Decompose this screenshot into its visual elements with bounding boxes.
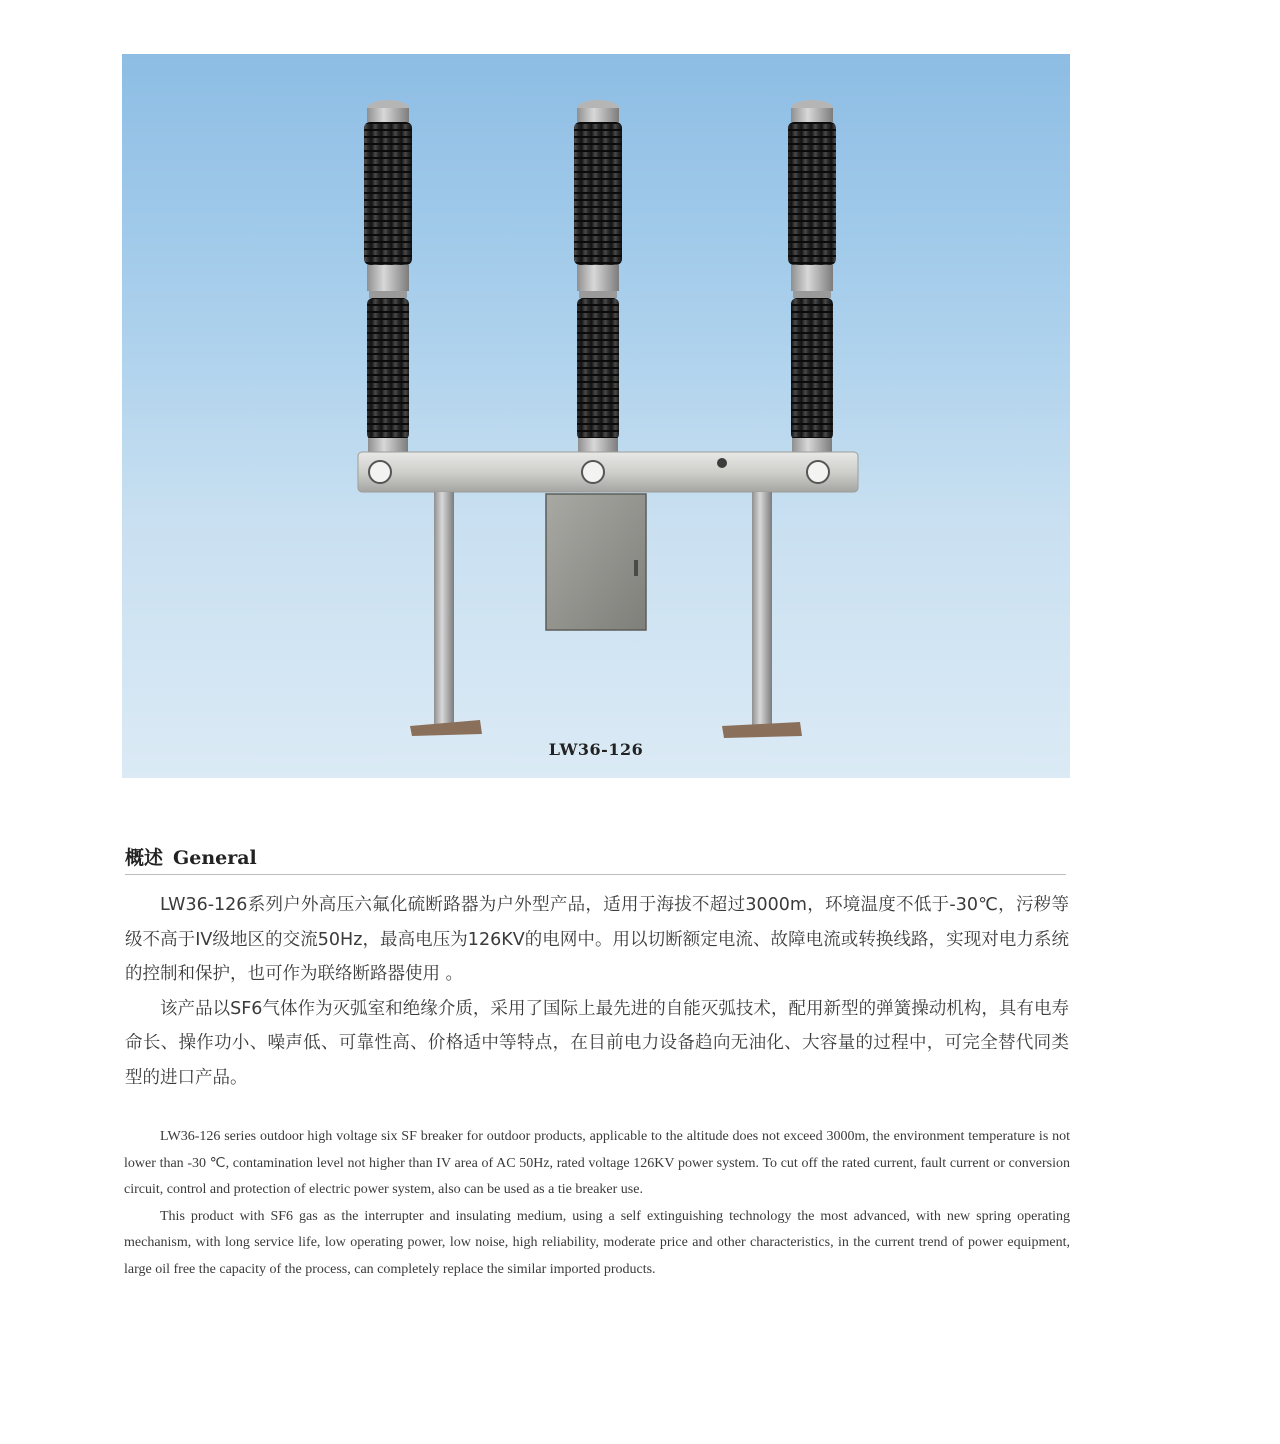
section-title-zh: 概述	[125, 847, 164, 869]
pole-right	[788, 100, 836, 452]
product-photo	[122, 54, 1070, 778]
control-cabinet	[546, 494, 646, 630]
model-caption: LW36-126	[548, 740, 644, 759]
description-en-paragraph: This product with SF6 gas as the interrupter and insulating medium, using a self extinguishing technology the most advanced, with new spring operating mechanism, with long service life, low operating power, low noise, high reliability, moderate price and other characteristics, in the current trend of power equipment, large oil free the capacity of the process, can completely replace the similar imported products.	[124, 1208, 1070, 1277]
description-zh-paragraph: LW36-126系列户外高压六氟化硫断路器为户外型产品，适用于海拔不超过3000m，环境温度不低于-30℃，污秽等级不高于IV级地区的交流50Hz，最高电压为126KV的电网中。用以切断额定电流、故障电流或转换线路，实现对电力系统的控制和保护，也可作为联络断路器使用 。	[125, 895, 1069, 984]
section-title-en: General	[173, 847, 257, 869]
mounting-beam	[358, 452, 858, 492]
description-en-paragraph: LW36-126 series outdoor high voltage six SF breaker for outdoor products, applicable to the altitude does not exceed 3000m, the environment temperature is not lower than -30 ℃, contamination level not higher than IV area of AC 50Hz, rated voltage 126KV power system. To cut off the rated current, fault current or conversion circuit, control and protection of electric power system, also can be used as a tie breaker use.	[124, 1129, 1070, 1198]
description-en	[124, 1124, 1070, 1284]
pole-center	[574, 100, 622, 452]
section-heading	[125, 843, 1066, 875]
circuit-breaker-illustration	[122, 54, 1070, 778]
description-zh	[125, 888, 1069, 1095]
pole-left	[364, 100, 412, 452]
description-zh-paragraph: 该产品以SF6气体作为灭弧室和绝缘介质，采用了国际上最先进的自能灭弧技术，配用新型的弹簧操动机构，具有电寿命长、操作功小、噪声低、可靠性高、价格适中等特点，在目前电力设备趋向无油化、大容量的过程中，可完全替代同类型的进口产品。	[125, 998, 1069, 1088]
